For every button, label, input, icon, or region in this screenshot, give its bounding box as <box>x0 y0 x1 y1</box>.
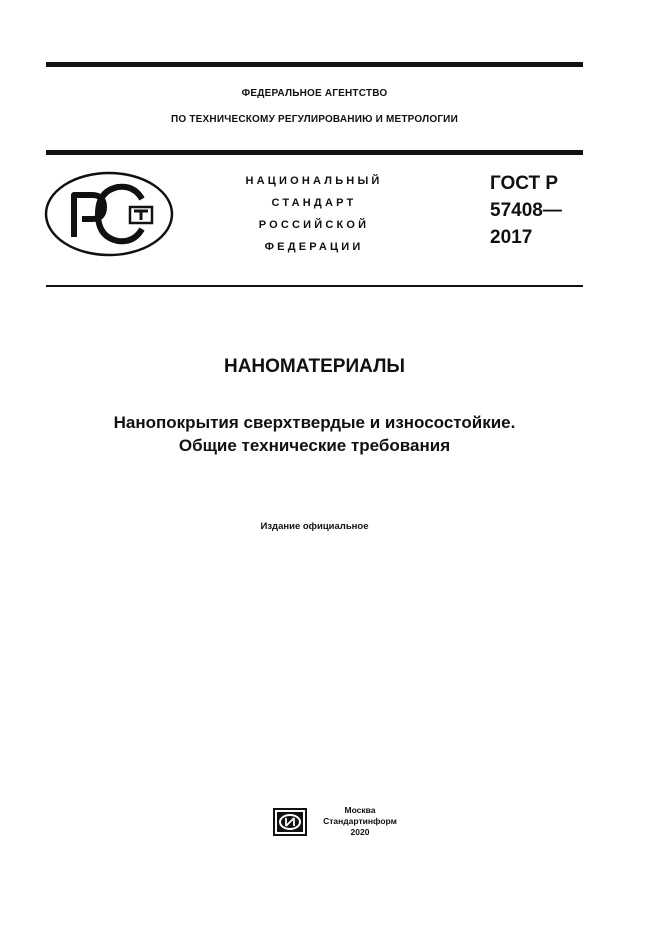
designation-line-1: ГОСТ Р <box>490 173 559 194</box>
rst-certification-mark-icon <box>44 171 174 257</box>
national-line-3: РОССИЙСКОЙ <box>258 219 370 231</box>
publication-year: 2020 <box>350 827 370 837</box>
designation-line-3: 2017 <box>490 227 533 248</box>
edition-label: Издание официальное <box>260 521 369 532</box>
agency-name-line1: ФЕДЕРАЛЬНОЕ АГЕНТСТВО <box>241 88 388 99</box>
subtitle-line-2: Общие технические требования <box>178 436 451 455</box>
document-subtitle <box>46 411 583 457</box>
middle-rule <box>46 150 583 155</box>
publisher-imprint <box>314 805 406 838</box>
designation-line-2: 57408— <box>490 200 562 221</box>
agency-name-line2: ПО ТЕХНИЧЕСКОМУ РЕГУЛИРОВАНИЮ И МЕТРОЛОГИИ <box>171 114 458 125</box>
national-line-4: ФЕДЕРАЦИИ <box>264 241 364 253</box>
publisher-name: Стандартинформ <box>323 816 397 826</box>
publisher-city: Москва <box>344 805 376 815</box>
standard-designation <box>490 170 562 251</box>
document-title: НАНОМАТЕРИАЛЫ <box>223 356 406 377</box>
standartinform-logo-icon <box>273 808 307 836</box>
national-line-2: СТАНДАРТ <box>271 197 357 209</box>
top-rule <box>46 62 583 67</box>
national-standard-label <box>214 170 414 258</box>
national-line-1: НАЦИОНАЛЬНЫЙ <box>245 175 383 187</box>
bottom-rule <box>46 285 583 287</box>
subtitle-line-1: Нанопокрытия сверхтвердые и износостойкие. <box>113 413 516 432</box>
